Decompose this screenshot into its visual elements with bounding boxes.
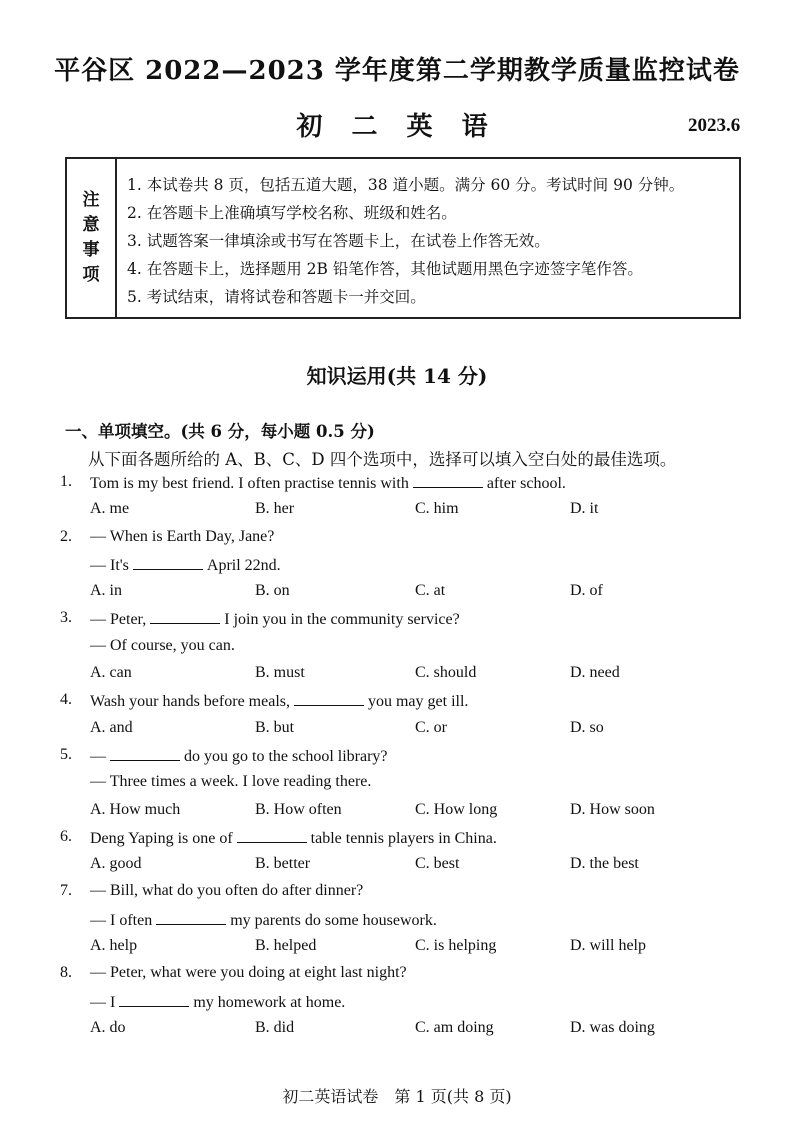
question-text	[90, 609, 460, 629]
exam-date: 2023.6	[688, 115, 741, 136]
option-choice: D. so	[570, 718, 604, 736]
option-choice: C. or	[415, 718, 447, 736]
part-instruction: 从下面各题所给的 A、B、C、D 四个选项中，选择可以填入空白处的最佳选项。	[88, 450, 677, 469]
notice-label-char: 注	[82, 190, 100, 210]
options-row	[60, 661, 750, 688]
option-choice: A. good	[90, 855, 142, 873]
answer-blank	[294, 691, 364, 706]
option-choice: A. How much	[90, 800, 181, 818]
answer-blank	[237, 828, 307, 843]
option-choice: C. am doing	[415, 1018, 494, 1036]
question-number: 4.	[60, 691, 72, 709]
question-number: 5.	[60, 745, 72, 763]
part-title: 一、单项填空。(共 6 分，每小题 0.5 分)	[65, 422, 375, 441]
question-item	[60, 688, 750, 743]
question-text-segment: — Peter, what were you doing at eight last night?	[90, 964, 407, 982]
option-choice: B. her	[255, 500, 295, 518]
question-item	[60, 606, 750, 688]
options-row	[60, 934, 750, 961]
question-text-segment: my homework at home.	[193, 993, 346, 1011]
options-row	[60, 798, 750, 825]
question-text-segment: Wash your hands before meals,	[90, 693, 290, 711]
question-line	[60, 525, 750, 552]
question-number: 8.	[60, 964, 72, 982]
notice-label	[67, 159, 117, 317]
option-choice: A. and	[90, 718, 133, 736]
question-text-segment: after school.	[486, 475, 566, 492]
question-text-segment: — Three times a week. I love reading there.	[90, 773, 372, 791]
question-text	[90, 992, 345, 1012]
question-text-segment: Deng Yaping is one of	[90, 829, 233, 847]
option-choice: B. but	[255, 718, 295, 736]
question-text-segment: — I	[90, 993, 116, 1011]
option-choice: C. him	[415, 500, 459, 518]
question-number: 6.	[60, 827, 72, 845]
option-choice: B. helped	[255, 937, 317, 955]
question-text	[90, 746, 388, 766]
question-line	[60, 770, 750, 797]
question-line	[60, 688, 750, 715]
notice-list	[127, 171, 729, 311]
option-choice: A. help	[90, 937, 138, 955]
option-choice: D. of	[570, 582, 603, 600]
question-number: 1.	[60, 473, 72, 490]
options-row	[60, 716, 750, 743]
question-text	[90, 910, 437, 930]
notice-label-char: 项	[82, 265, 100, 285]
question-text-segment: —	[90, 747, 106, 765]
question-text-segment: — Peter,	[90, 611, 147, 629]
option-choice: B. on	[255, 582, 290, 600]
option-choice: A. can	[90, 664, 132, 682]
option-choice: C. should	[415, 664, 477, 682]
question-text-segment: — Bill, what do you often do after dinner?	[90, 882, 364, 900]
notice-item: 5. 考试结束，请将试卷和答题卡一并交回。	[127, 288, 426, 306]
option-choice: D. need	[570, 664, 620, 682]
question-list	[60, 470, 750, 1043]
exam-title: 平谷区 2022—2023 学年度第二学期教学质量监控试卷	[54, 56, 740, 86]
option-choice: D. will help	[570, 937, 646, 955]
option-choice: B. did	[255, 1018, 295, 1036]
question-text-segment: — It's	[90, 556, 129, 574]
question-text	[90, 555, 281, 575]
question-number: 2.	[60, 527, 72, 545]
question-line	[60, 989, 750, 1016]
option-choice: B. better	[255, 855, 311, 873]
question-item	[60, 743, 750, 825]
option-choice: D. was doing	[570, 1018, 655, 1036]
notice-item: 2. 在答题卡上准确填写学校名称、班级和姓名。	[127, 204, 457, 222]
question-text	[90, 882, 363, 900]
section-title: 知识运用(共 14 分)	[306, 364, 488, 388]
question-text-segment: I join you in the community service?	[224, 611, 460, 629]
option-choice: B. must	[255, 664, 305, 682]
options-row	[60, 1016, 750, 1043]
question-item	[60, 961, 750, 1043]
question-text	[90, 637, 235, 655]
question-number: 7.	[60, 882, 72, 900]
options-row	[60, 852, 750, 879]
option-choice: D. How soon	[570, 800, 655, 818]
question-text-segment: you may get ill.	[367, 693, 469, 711]
answer-blank	[133, 555, 203, 570]
option-choice: B. How often	[255, 800, 342, 818]
question-text	[90, 773, 371, 791]
question-line	[60, 743, 750, 770]
question-line	[60, 879, 750, 906]
question-text-segment: my parents do some housework.	[230, 911, 437, 929]
answer-blank	[150, 609, 220, 624]
question-line	[60, 470, 750, 497]
question-line	[60, 825, 750, 852]
option-choice: D. the best	[570, 855, 639, 873]
notice-label-char: 事	[82, 240, 100, 260]
answer-blank	[119, 992, 189, 1007]
question-line	[60, 961, 750, 988]
question-text-segment: — I often	[90, 911, 153, 929]
question-text-segment: — When is Earth Day, Jane?	[90, 527, 275, 545]
question-line	[60, 552, 750, 579]
question-text-segment: — Of course, you can.	[90, 636, 235, 654]
question-line	[60, 907, 750, 934]
question-text	[90, 828, 497, 848]
question-text	[90, 528, 274, 546]
question-text-segment: do you go to the school library?	[184, 747, 388, 765]
option-choice: D. it	[570, 500, 599, 518]
question-item	[60, 825, 750, 880]
option-choice: C. is helping	[415, 937, 497, 955]
option-choice: A. do	[90, 1018, 126, 1036]
question-line	[60, 606, 750, 633]
options-row	[60, 579, 750, 606]
question-text-segment: Tom is my best friend. I often practise tennis with	[90, 475, 409, 492]
option-choice: A. in	[90, 582, 122, 600]
notice-label-char: 意	[82, 215, 100, 235]
options-row	[60, 497, 750, 524]
notice-item: 4. 在答题卡上，选择题用 2B 铅笔作答，其他试题用黑色字迹签字笔作答。	[127, 260, 643, 278]
question-text-segment: table tennis players in China.	[310, 829, 497, 847]
question-text	[90, 473, 566, 493]
notice-item: 1. 本试卷共 8 页，包括五道大题，38 道小题。满分 60 分。考试时间 90 分钟。	[127, 176, 685, 194]
notice-box	[65, 157, 741, 319]
question-number: 3.	[60, 609, 72, 627]
answer-blank	[413, 473, 483, 488]
option-choice: C. How long	[415, 800, 498, 818]
subject-title: 初 二 英 语	[296, 112, 498, 142]
answer-blank	[110, 746, 180, 761]
notice-item: 3. 试题答案一律填涂或书写在答题卡上，在试卷上作答无效。	[127, 232, 550, 250]
question-text	[90, 691, 468, 711]
answer-blank	[156, 910, 226, 925]
question-item	[60, 470, 750, 525]
question-line	[60, 634, 750, 661]
option-choice: C. best	[415, 855, 460, 873]
option-choice: C. at	[415, 582, 446, 600]
page-footer: 初二英语试卷 第 1 页(共 8 页)	[282, 1087, 512, 1106]
question-text	[90, 964, 407, 982]
question-item	[60, 879, 750, 961]
option-choice: A. me	[90, 500, 130, 518]
question-item	[60, 525, 750, 607]
question-text-segment: April 22nd.	[206, 556, 281, 574]
